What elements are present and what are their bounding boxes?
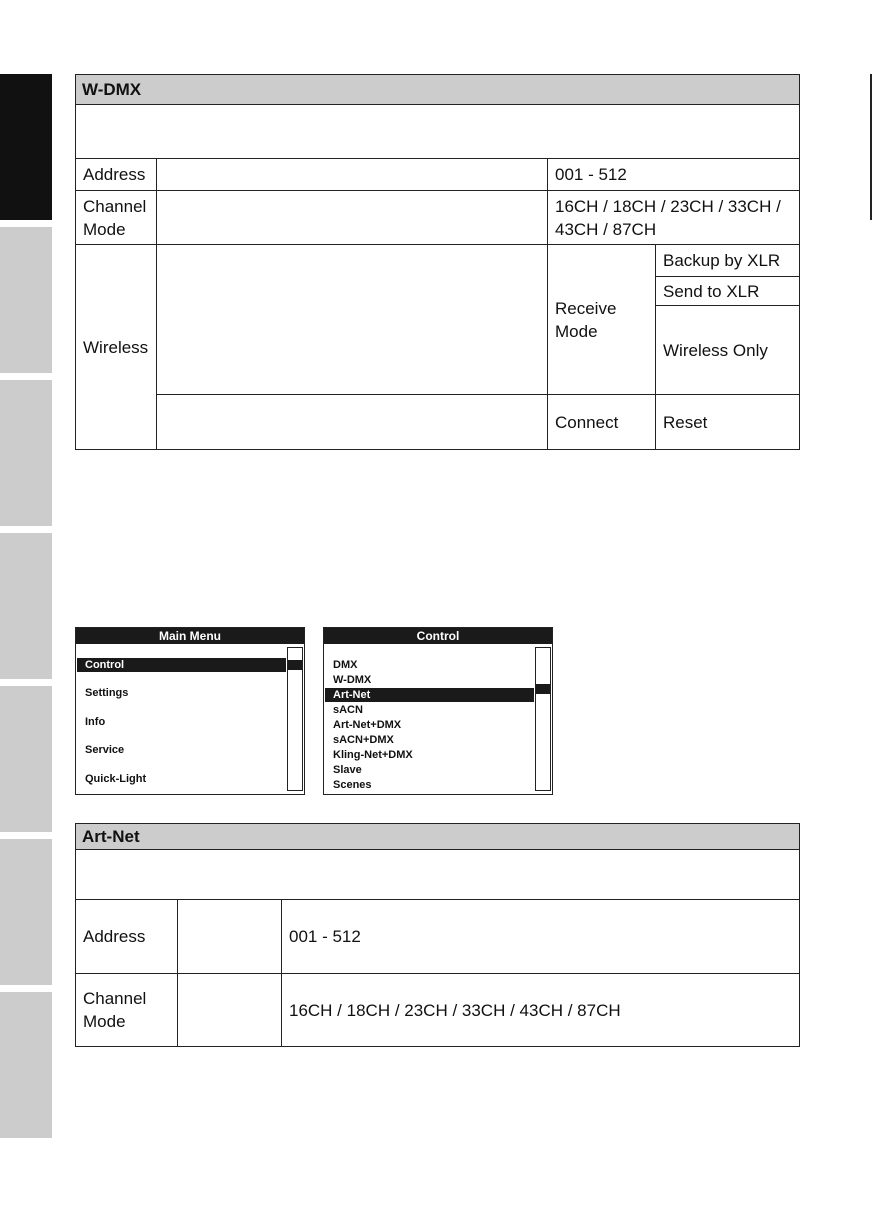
wdmx-address-label: Address (76, 159, 157, 191)
control-menu-item-kling-net-dmx[interactable]: Kling-Net+DMX (333, 749, 413, 761)
artnet-address-value: 001 - 512 (282, 900, 800, 974)
wdmx-receive-option: Wireless Only (656, 306, 800, 395)
main-menu-scrollbar[interactable] (287, 647, 303, 791)
main-menu-item-service[interactable]: Service (85, 744, 125, 756)
artnet-channel-desc (178, 974, 282, 1047)
artnet-address-label: Address (76, 900, 178, 974)
wdmx-address-desc (157, 159, 548, 191)
wdmx-channel-label: Channel Mode (76, 191, 157, 245)
wdmx-receive-label: Receive Mode (548, 245, 656, 395)
control-menu-item-slave[interactable]: Slave (333, 764, 362, 776)
main-menu-screen (75, 627, 305, 795)
wdmx-title: W-DMX (76, 75, 800, 105)
side-tab-6[interactable] (0, 839, 52, 985)
right-edge-mark (870, 74, 872, 220)
control-menu-screen (323, 627, 553, 795)
artnet-channel-value: 16CH / 18CH / 23CH / 33CH / 43CH / 87CH (282, 974, 800, 1047)
control-menu-item-scenes[interactable]: Scenes (333, 779, 372, 791)
wdmx-wireless-desc (157, 245, 548, 395)
side-tab-3[interactable] (0, 380, 52, 526)
wdmx-receive-option: Send to XLR (656, 277, 800, 306)
wdmx-connect-label: Connect (548, 395, 656, 450)
wdmx-description-cell (76, 105, 800, 159)
control-menu-title: Control (324, 628, 552, 644)
control-menu-item-w-dmx[interactable]: W-DMX (333, 674, 372, 686)
wdmx-connect-desc (157, 395, 548, 450)
main-menu-item-settings[interactable]: Settings (85, 687, 129, 699)
artnet-table (75, 823, 800, 1047)
main-menu-item-info[interactable]: Info (85, 716, 106, 728)
control-menu-scrollbar[interactable] (535, 647, 551, 791)
artnet-title: Art-Net (76, 824, 800, 850)
control-menu-item-art-net[interactable]: Art-Net (325, 688, 534, 702)
side-tab-4[interactable] (0, 533, 52, 679)
wdmx-channel-value: 16CH / 18CH / 23CH / 33CH / 43CH / 87CH (548, 191, 800, 245)
main-menu-item-quick-light[interactable]: Quick-Light (85, 773, 147, 785)
wdmx-address-value: 001 - 512 (548, 159, 800, 191)
control-menu-item-sacn[interactable]: sACN (333, 704, 363, 716)
wdmx-receive-option: Backup by XLR (656, 245, 800, 277)
main-menu-title: Main Menu (76, 628, 304, 644)
main-menu-scroll-thumb[interactable] (288, 660, 302, 670)
side-tab-7[interactable] (0, 992, 52, 1138)
control-menu-item-art-net-dmx[interactable]: Art-Net+DMX (333, 719, 402, 731)
artnet-description-cell (76, 850, 800, 900)
control-menu-scroll-thumb[interactable] (536, 684, 550, 694)
wdmx-channel-desc (157, 191, 548, 245)
side-tab-5[interactable] (0, 686, 52, 832)
artnet-address-desc (178, 900, 282, 974)
side-tab-2[interactable] (0, 227, 52, 373)
artnet-channel-label: Channel Mode (76, 974, 178, 1047)
wdmx-wireless-label: Wireless (76, 245, 157, 450)
main-menu-item-control[interactable]: Control (77, 658, 286, 672)
control-menu-item-sacn-dmx[interactable]: sACN+DMX (333, 734, 394, 746)
wdmx-reset-label: Reset (656, 395, 800, 450)
wdmx-table (75, 74, 800, 450)
control-menu-item-dmx[interactable]: DMX (333, 659, 358, 671)
side-tab-1[interactable] (0, 74, 52, 220)
